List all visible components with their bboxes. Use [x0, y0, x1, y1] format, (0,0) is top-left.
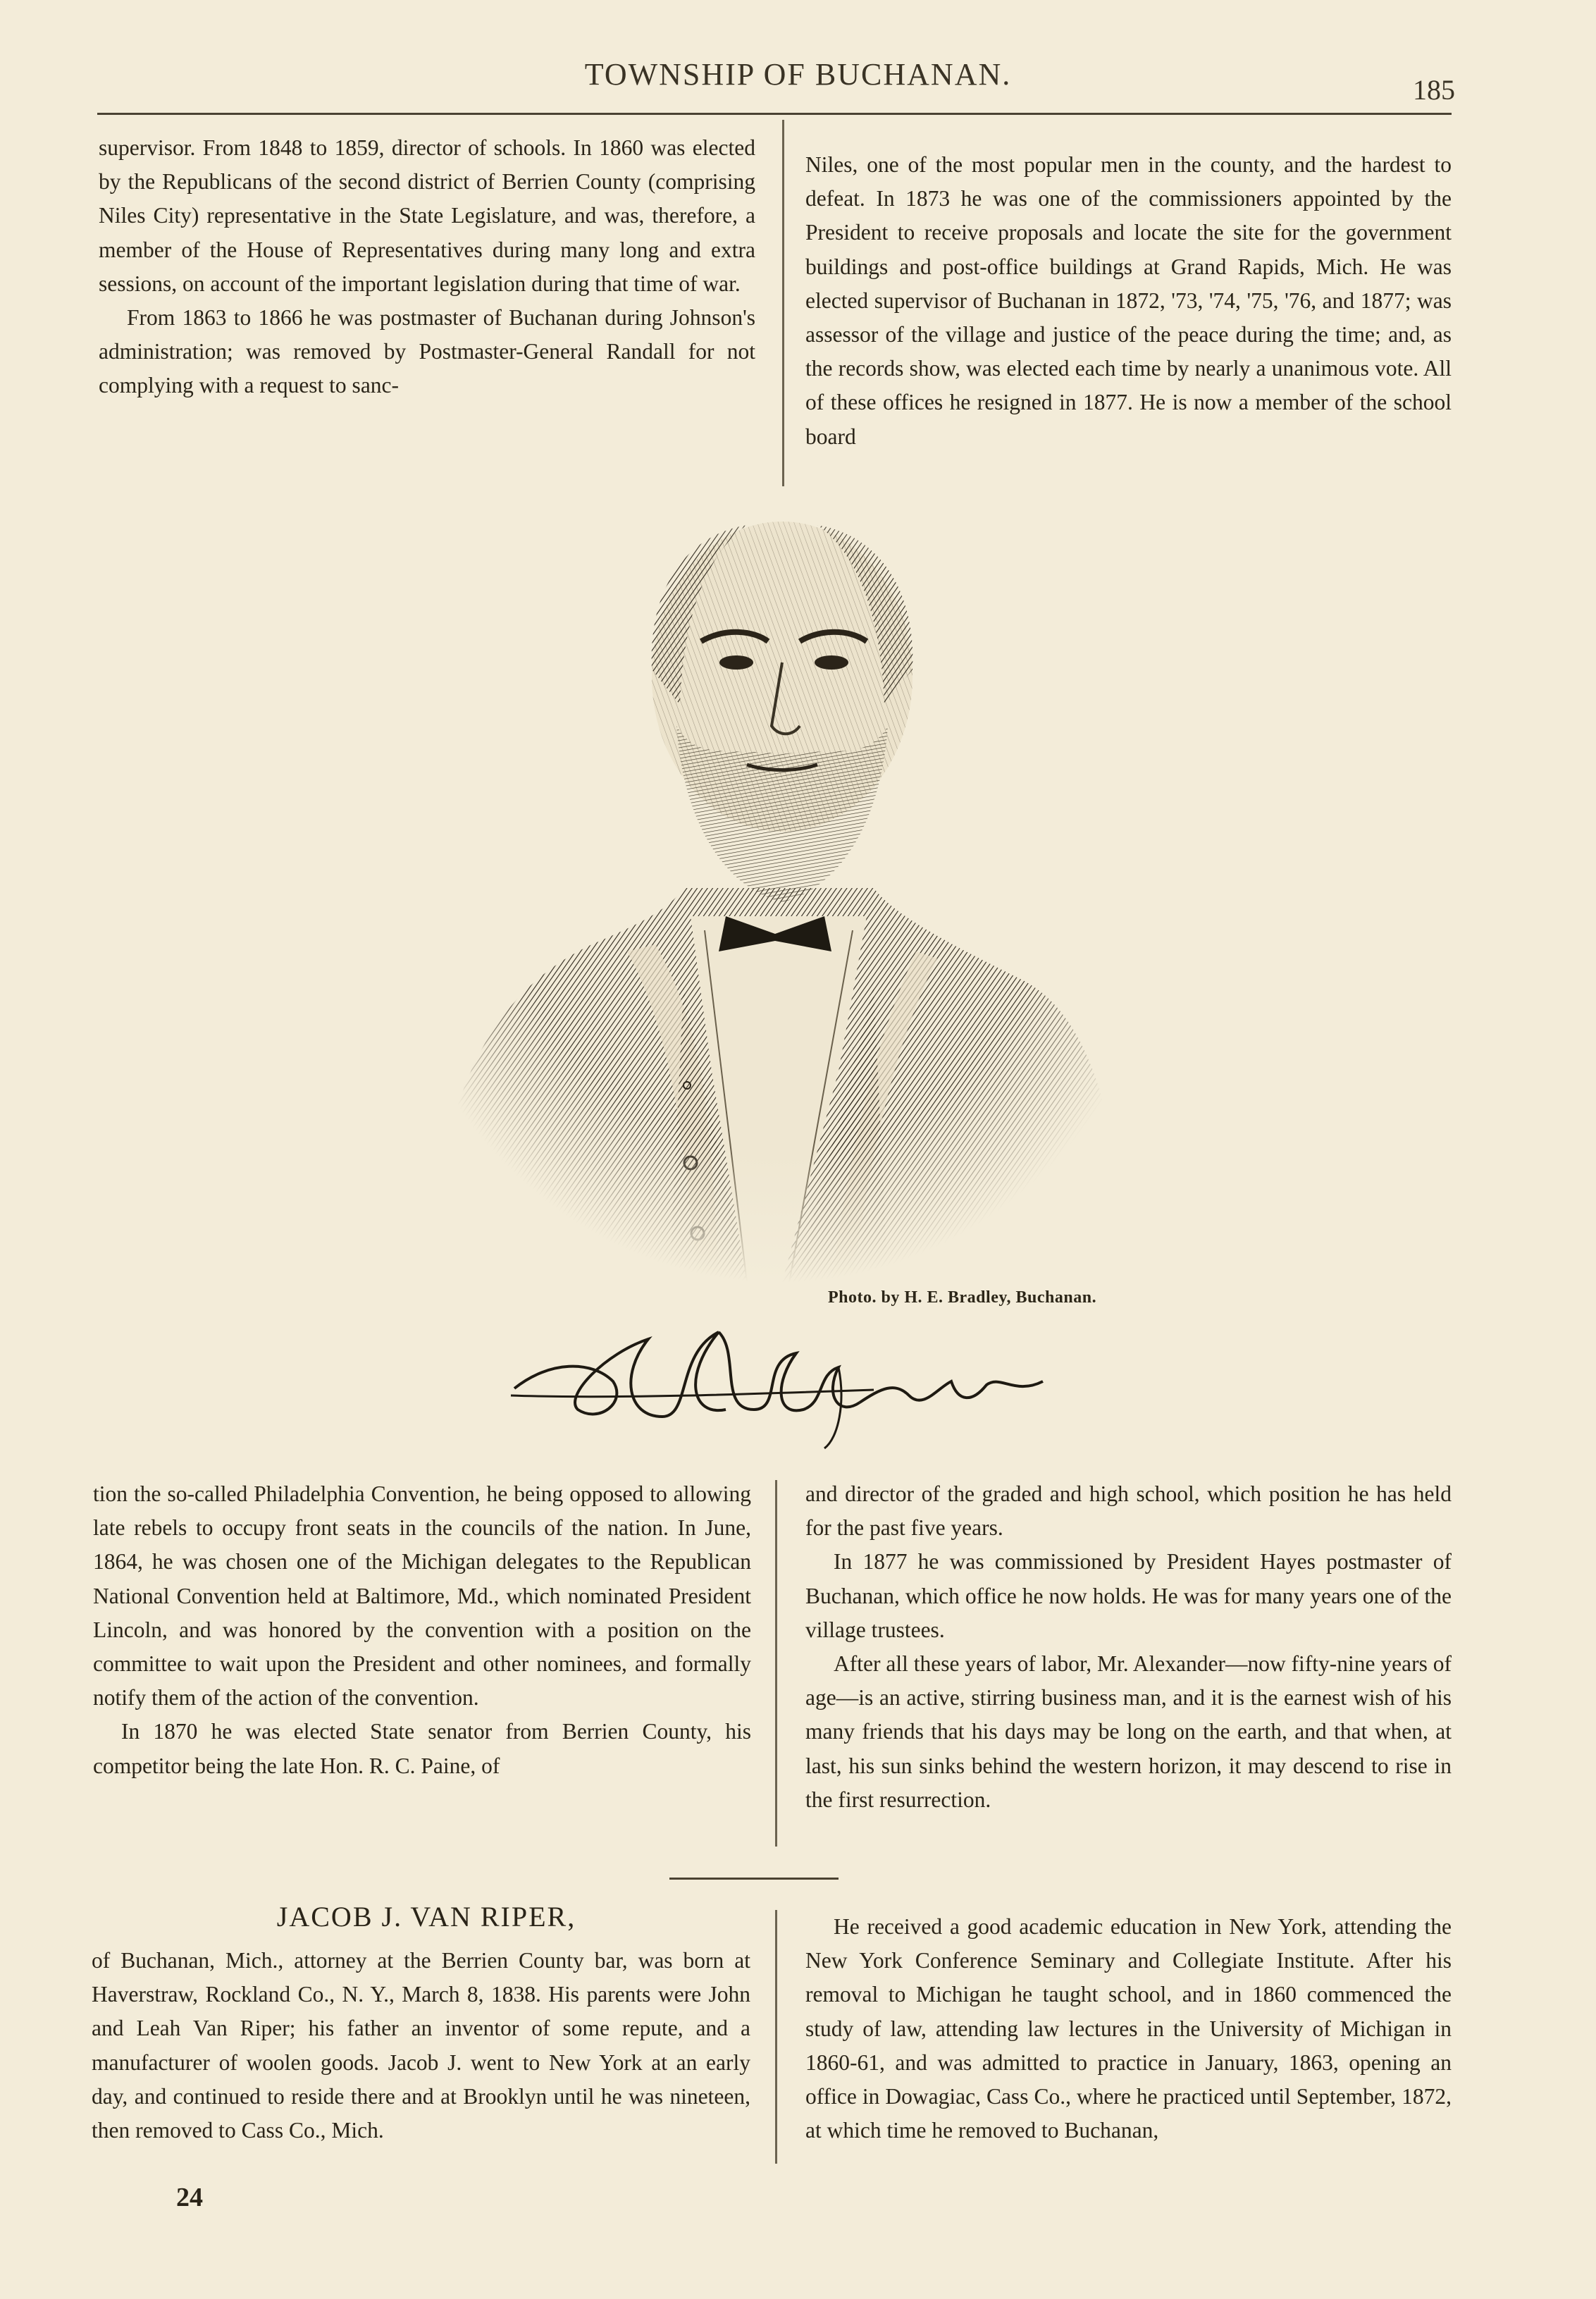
bottom-right-column: [805, 1910, 1452, 2147]
paragraph: tion the so-called Philadelphia Convention, he being opposed to allowing late rebels to occupy front seats in the councils of the nation. In June, 1864, he was chosen one of the Michigan delegates to the Republican National Convention held at Baltimore, Md., which nominated President Lincoln, and was honored by the convention with a position on the committee to wait upon the President and other nominees, and formally notify them of the action of the convention.: [93, 1481, 751, 1711]
portrait-engraving: [416, 493, 1142, 1283]
signature-mark: 24: [176, 2183, 203, 2212]
section-divider: [669, 1878, 839, 1880]
column-divider: [775, 1480, 777, 1847]
top-right-column: [805, 148, 1452, 454]
photo-caption: Photo. by H. E. Bradley, Buchanan.: [828, 1288, 1097, 1307]
paragraph: and director of the graded and high school, which position he has held for the past five years.: [805, 1481, 1452, 1541]
paragraph: In 1877 he was commissioned by President Hayes postmaster of Buchanan, which office he now holds. He was for many years one of the village trustees.: [805, 1549, 1452, 1642]
header-rule: [97, 113, 1452, 115]
paragraph: From 1863 to 1866 he was postmaster of Buchanan during Johnson's administration; was removed by Postmaster-General Randall for not complying with a request to sanc-: [99, 305, 755, 398]
running-title: TOWNSHIP OF BUCHANAN.: [584, 57, 1012, 92]
top-left-column: [99, 131, 755, 403]
bottom-left-column: [92, 1944, 750, 2147]
column-divider: [782, 120, 784, 486]
paragraph: Niles, one of the most popular men in the county, and the hardest to defeat. In 1873 he was one of the commissioners appointed by the President to receive proposals and locate the site for the government buildings and post-office buildings at Grand Rapids, Mich. He was elected supervisor of Buchanan in 1872, '73, '74, '75, '76, and 1877; was assessor of the village and justice of the peace during the time; and, as the records show, was elected each time by nearly a unanimous vote. All of these offices he resigned in 1877. He is now a member of the school board: [805, 152, 1452, 449]
page-number: 185: [1413, 74, 1455, 106]
handwritten-signature: [507, 1311, 1057, 1452]
paragraph: In 1870 he was elected State senator from Berrien County, his competitor being the late Hon. R. C. Paine, of: [93, 1719, 751, 1778]
biography-heading: JACOB J. VAN RIPER,: [276, 1901, 576, 1933]
column-divider: [775, 1910, 777, 2164]
paragraph: supervisor. From 1848 to 1859, director of schools. In 1860 was elected by the Republicans of the second district of Berrien County (comprising Niles City) representative in the State Legislature, and was, therefore, a member of the House of Representatives during many long and extra sessions, on account of the important legislation during that time of war.: [99, 135, 755, 296]
paragraph: He received a good academic education in New York, attending the New York Conference Seminary and Collegiate Institute. After his removal to Michigan he taught school, and in 1860 commenced the study of law, attending law lectures in the University of Michigan in 1860-61, and was admitted to practice in January, 1863, opening an office in Dowagiac, Cass Co., where he practiced until September, 1872, at which time he removed to Buchanan,: [805, 1914, 1452, 2143]
middle-right-column: [805, 1477, 1452, 1817]
middle-left-column: [93, 1477, 751, 1783]
paragraph: After all these years of labor, Mr. Alexander—now fifty-nine years of age—is an active, stirring business man, and it is the earnest wish of his many friends that his days may be long on the earth, and that when, at last, his sun sinks behind the western horizon, it may descend to rise in the first resurrection.: [805, 1651, 1452, 1812]
paragraph: of Buchanan, Mich., attorney at the Berrien County bar, was born at Haverstraw, Rockland Co., N. Y., March 8, 1838. His parents were John and Leah Van Riper; his father an inventor of some repute, and a manufacturer of woolen goods. Jacob J. went to New York at an early day, and continued to reside there and at Brooklyn until he was nineteen, then removed to Cass Co., Mich.: [92, 1948, 750, 2143]
